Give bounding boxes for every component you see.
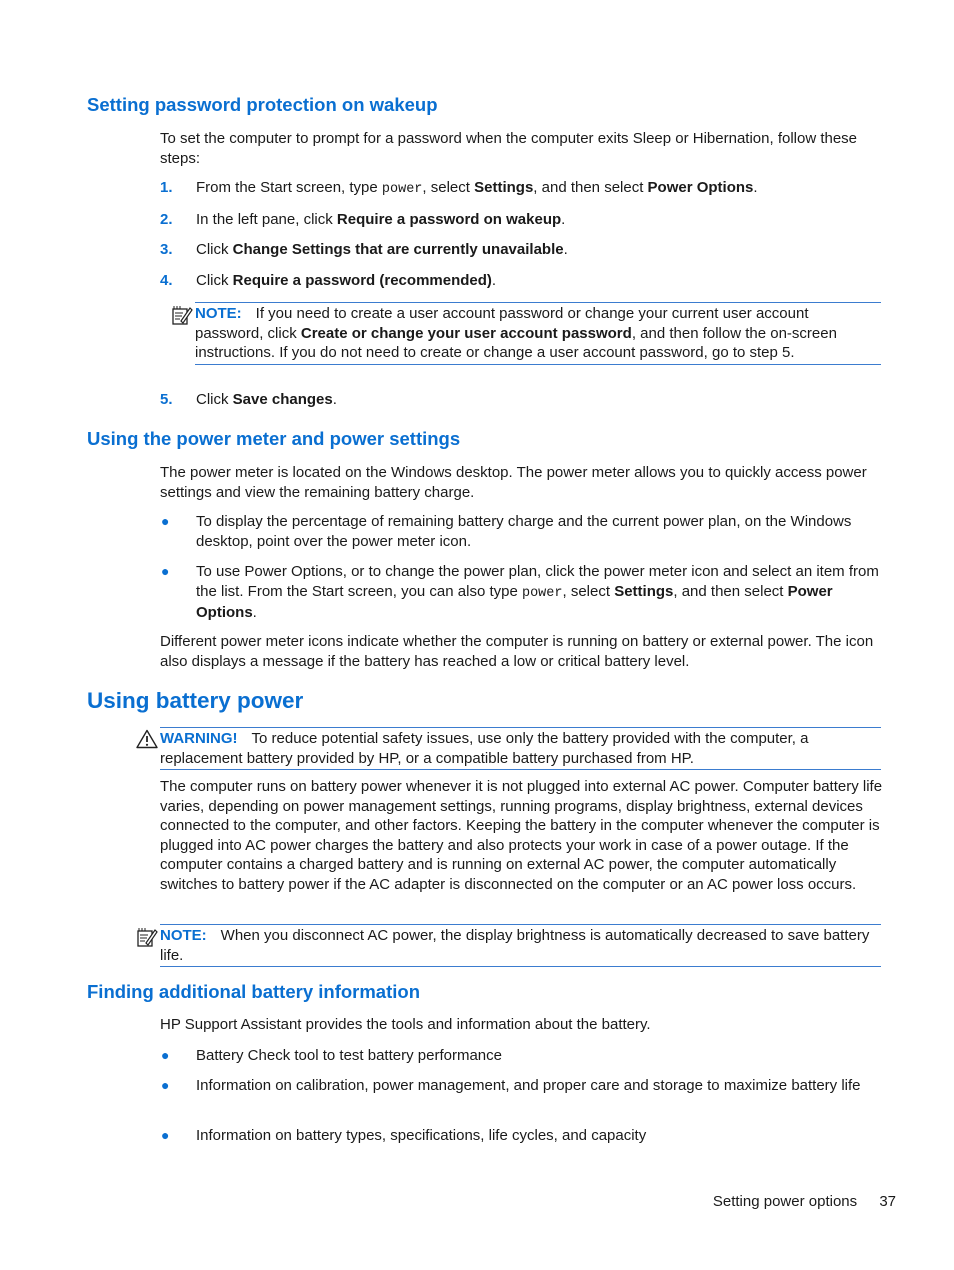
note-pencil-icon <box>171 305 193 327</box>
bullet-icon: ● <box>161 1127 170 1143</box>
step-text: From the Start screen, type power, select Settings, and then select Power Options. <box>196 179 758 197</box>
heading-password-protection: Setting password protection on wakeup <box>87 94 438 115</box>
step-5 <box>160 390 885 410</box>
step-text: Click Require a password (recommended). <box>196 272 497 289</box>
bullet-text: Information on calibration, power management, and proper care and storage to maximize battery life <box>196 1077 861 1094</box>
note-text: If you need to create a user account password or change your current user account password, click Create or change your user account password, and then follow the on-screen instructions. If you do not need to create or change a user account password, go to step 5. <box>195 305 837 361</box>
bullet-text: Information on battery types, specifications, life cycles, and capacity <box>196 1127 647 1144</box>
bullet-item <box>160 1126 885 1146</box>
step-2 <box>160 210 885 230</box>
note-label: NOTE: <box>195 305 242 322</box>
step-number: 1. <box>160 179 173 196</box>
note-pencil-icon <box>136 927 158 949</box>
step-text: Click Change Settings that are currently unavailable. <box>196 241 568 258</box>
warning-callout <box>160 727 881 770</box>
bullet-item <box>160 1076 885 1096</box>
note-text: When you disconnect AC power, the display brightness is automatically decreased to save battery life. <box>160 927 870 964</box>
note-callout-password <box>195 302 881 365</box>
bullet-item <box>160 1046 885 1066</box>
bullet-icon: ● <box>161 1047 170 1063</box>
heading-additional-battery-info: Finding additional battery information <box>87 981 420 1002</box>
heading-battery-power: Using battery power <box>87 688 304 713</box>
step-number: 3. <box>160 241 173 258</box>
step-4 <box>160 271 885 291</box>
bullet-icon: ● <box>161 563 170 579</box>
heading-power-meter: Using the power meter and power settings <box>87 428 461 449</box>
intro-support-assistant: HP Support Assistant provides the tools and information about the battery. <box>160 1016 651 1033</box>
intro-power-meter: The power meter is located on the Windows desktop. The power meter allows you to quickly access power settings and view the remaining battery charge. <box>160 464 867 501</box>
bullet-text: To display the percentage of remaining battery charge and the current power plan, on the Windows desktop, point over the power meter icon. <box>196 513 852 550</box>
note-label: NOTE: <box>160 927 207 944</box>
outro-power-meter: Different power meter icons indicate whether the computer is running on battery or external power. The icon also displays a message if the battery has reached a low or critical battery level. <box>160 633 874 670</box>
step-3 <box>160 240 885 260</box>
bullet-item <box>160 512 885 551</box>
step-number: 2. <box>160 211 173 228</box>
note-callout-battery <box>160 924 881 967</box>
warning-text: To reduce potential safety issues, use only the battery provided with the computer, a replacement battery provided by HP, or a compatible battery purchased from HP. <box>160 730 809 767</box>
step-text: In the left pane, click Require a password on wakeup. <box>196 211 566 228</box>
step-number: 5. <box>160 391 173 408</box>
warning-triangle-icon <box>136 729 158 749</box>
intro-password: To set the computer to prompt for a password when the computer exits Sleep or Hibernation, follow these steps: <box>160 130 858 167</box>
bullet-icon: ● <box>161 1077 170 1093</box>
warning-label: WARNING! <box>160 730 238 747</box>
bullet-text: Battery Check tool to test battery performance <box>196 1047 502 1064</box>
step-1 <box>160 178 885 200</box>
step-number: 4. <box>160 272 173 289</box>
bullet-icon: ● <box>161 513 170 529</box>
page-footer <box>713 1192 896 1212</box>
bullet-item <box>160 562 885 623</box>
bullet-text: To use Power Options, or to change the power plan, click the power meter icon and select an item from the list. From the Start screen, you can also type power, select Settings, and then select Power Options. <box>196 563 879 621</box>
battery-body: The computer runs on battery power whenever it is not plugged into external AC power. Computer battery life varies, depending on power management settings, running programs, display brightness, external devices connected to the computer, and other factors. Keeping the battery in the computer whenever the computer is plugged into AC power charges the battery and also protects your work in case of a power outage. If the computer contains a charged battery and is running on external AC power, the computer automatically switches to battery power if the AC adapter is disconnected on the computer or an AC power loss occurs. <box>160 778 883 893</box>
page-number: 37 <box>879 1193 896 1210</box>
footer-title: Setting power options <box>712 1193 858 1210</box>
step-text: Click Save changes. <box>196 391 337 408</box>
